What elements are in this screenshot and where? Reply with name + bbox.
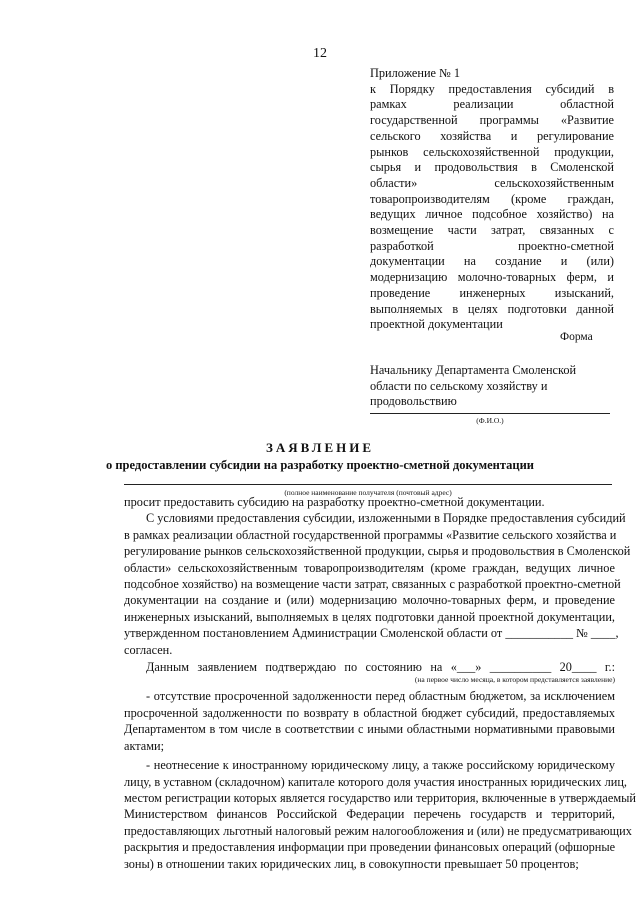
paragraph-non-foreign-line: лицу, в уставном (складочном) капитале которого доля участия иностранных юридических лиц, bbox=[124, 774, 627, 789]
annex-line: сырья и продовольствия в Смоленской bbox=[370, 160, 614, 175]
document-title: ЗАЯВЛЕНИЕ bbox=[265, 440, 375, 455]
annex-line: проектной документации bbox=[370, 317, 503, 332]
annex-line: модернизацию молочно-товарных ферм, и bbox=[370, 270, 614, 285]
addressee-line: области по сельскому хозяйству и bbox=[370, 378, 548, 393]
paragraph-conditions-line: области» сельскохозяйственным товаропроизводителям (кроме граждан, ведущих личное bbox=[124, 560, 615, 575]
paragraph-non-foreign-line: Министерством финансов Российской Федерации перечень государств и территорий, bbox=[124, 807, 615, 822]
page-number: 12 bbox=[313, 46, 327, 61]
annex-line: сельского хозяйства и регулирование bbox=[370, 128, 614, 143]
form-label: Форма bbox=[560, 331, 593, 343]
paragraph-conditions-line: инженерных изысканий, выполняемых в целях подготовки данной проектной документации, bbox=[124, 609, 615, 624]
document-subtitle: о предоставлении субсидии на разработку проектно-сметной документации bbox=[105, 458, 535, 472]
paragraph-conditions-line: утвержденном постановлением Администрации Смоленской области от ___________ № ____, bbox=[124, 626, 619, 641]
paragraph-conditions-line: С условиями предоставления субсидии, изложенными в Порядке предоставления субсидий bbox=[146, 511, 626, 526]
paragraph-request: просит предоставить субсидию на разработку проектно-сметной документации. bbox=[124, 495, 545, 509]
paragraph-no-debt-line: актами; bbox=[124, 738, 165, 753]
paragraph-no-debt-line: Департаментом в том числе в соответствии с иными областными нормативными правовыми bbox=[124, 722, 615, 737]
annex-line: к Порядку предоставления субсидий в bbox=[370, 81, 614, 96]
recipient-underline bbox=[124, 484, 612, 485]
annex-line: товаропроизводителям (кроме граждан, bbox=[370, 191, 614, 206]
annex-line: разработкой проектно-сметной bbox=[370, 238, 614, 253]
annex-line: рынков сельскохозяйственной продукции, bbox=[370, 144, 614, 159]
paragraph-confirm: Данным заявлением подтверждаю по состоянию на «___» __________ 20____ г.: bbox=[146, 660, 615, 675]
paragraph-non-foreign-line: - неотнесение к иностранному юридическому лицу, а также российскому юридическому bbox=[146, 758, 615, 773]
paragraph-non-foreign-line: местом регистрации которых является государство или территория, включенные в утверждаемый bbox=[124, 790, 636, 805]
paragraph-conditions-line: согласен. bbox=[124, 642, 173, 657]
paragraph-conditions-line: регулирование рынков сельскохозяйственной продукции, сырья и продовольствия в Смоленской bbox=[124, 544, 631, 559]
fio-caption: (Ф.И.О.) bbox=[476, 416, 504, 425]
paragraph-non-foreign-line: предоставляющих льготный налоговый режим налогообложения и (или) не предусматривающих bbox=[124, 823, 632, 838]
annex-line: области» сельскохозяйственным bbox=[370, 175, 614, 190]
annex-header bbox=[370, 66, 614, 333]
annex-line: документации на создание и (или) bbox=[370, 254, 614, 269]
paragraph-conditions-line: в рамках реализации областной государственной программы «Развитие сельского хозяйства и bbox=[124, 527, 617, 542]
annex-line: выполняемых в целях подготовки данной bbox=[370, 301, 614, 316]
document-body bbox=[124, 494, 636, 872]
addressee-line: Начальнику Департамента Смоленской bbox=[370, 363, 577, 377]
paragraph-conditions-line: документации на создание и (или) модернизацию молочно-товарных ферм, и проведение bbox=[124, 593, 615, 608]
annex-line: рамках реализации областной bbox=[370, 97, 614, 112]
paragraph-conditions-line: подсобное хозяйство) на возмещение части затрат, связанных с разработкой проектно-сметной bbox=[124, 577, 621, 592]
annex-line: государственной программы «Развитие bbox=[370, 113, 614, 128]
recipient-caption: (полное наименование получателя (почтовый адрес) bbox=[284, 488, 452, 497]
addressee-block bbox=[370, 363, 620, 410]
paragraph-no-debt-line: - отсутствие просроченной задолженности перед областным бюджетом, за исключением bbox=[146, 689, 615, 704]
annex-line: ведущих личное подсобное хозяйство) на bbox=[370, 207, 614, 222]
annex-line: возмещение части затрат, связанных с bbox=[370, 223, 614, 238]
annex-line: Приложение № 1 bbox=[370, 66, 461, 80]
paragraph-non-foreign-line: раскрытия и предоставления информации при проведении финансовых операций (офшорные bbox=[124, 840, 616, 855]
paragraph-non-foreign-line: зоны) в отношении таких юридических лиц, в совокупности превышает 50 процентов; bbox=[124, 856, 579, 871]
addressee-line: продовольствию bbox=[370, 394, 457, 408]
paragraph-no-debt-line: просроченной задолженности по возврату в областной бюджет субсидий, предоставляемых bbox=[124, 705, 615, 720]
annex-line: проведение инженерных изысканий, bbox=[370, 285, 614, 300]
fio-underline bbox=[370, 413, 610, 414]
date-caption: (на первое число месяца, в котором представляется заявление) bbox=[414, 675, 615, 685]
